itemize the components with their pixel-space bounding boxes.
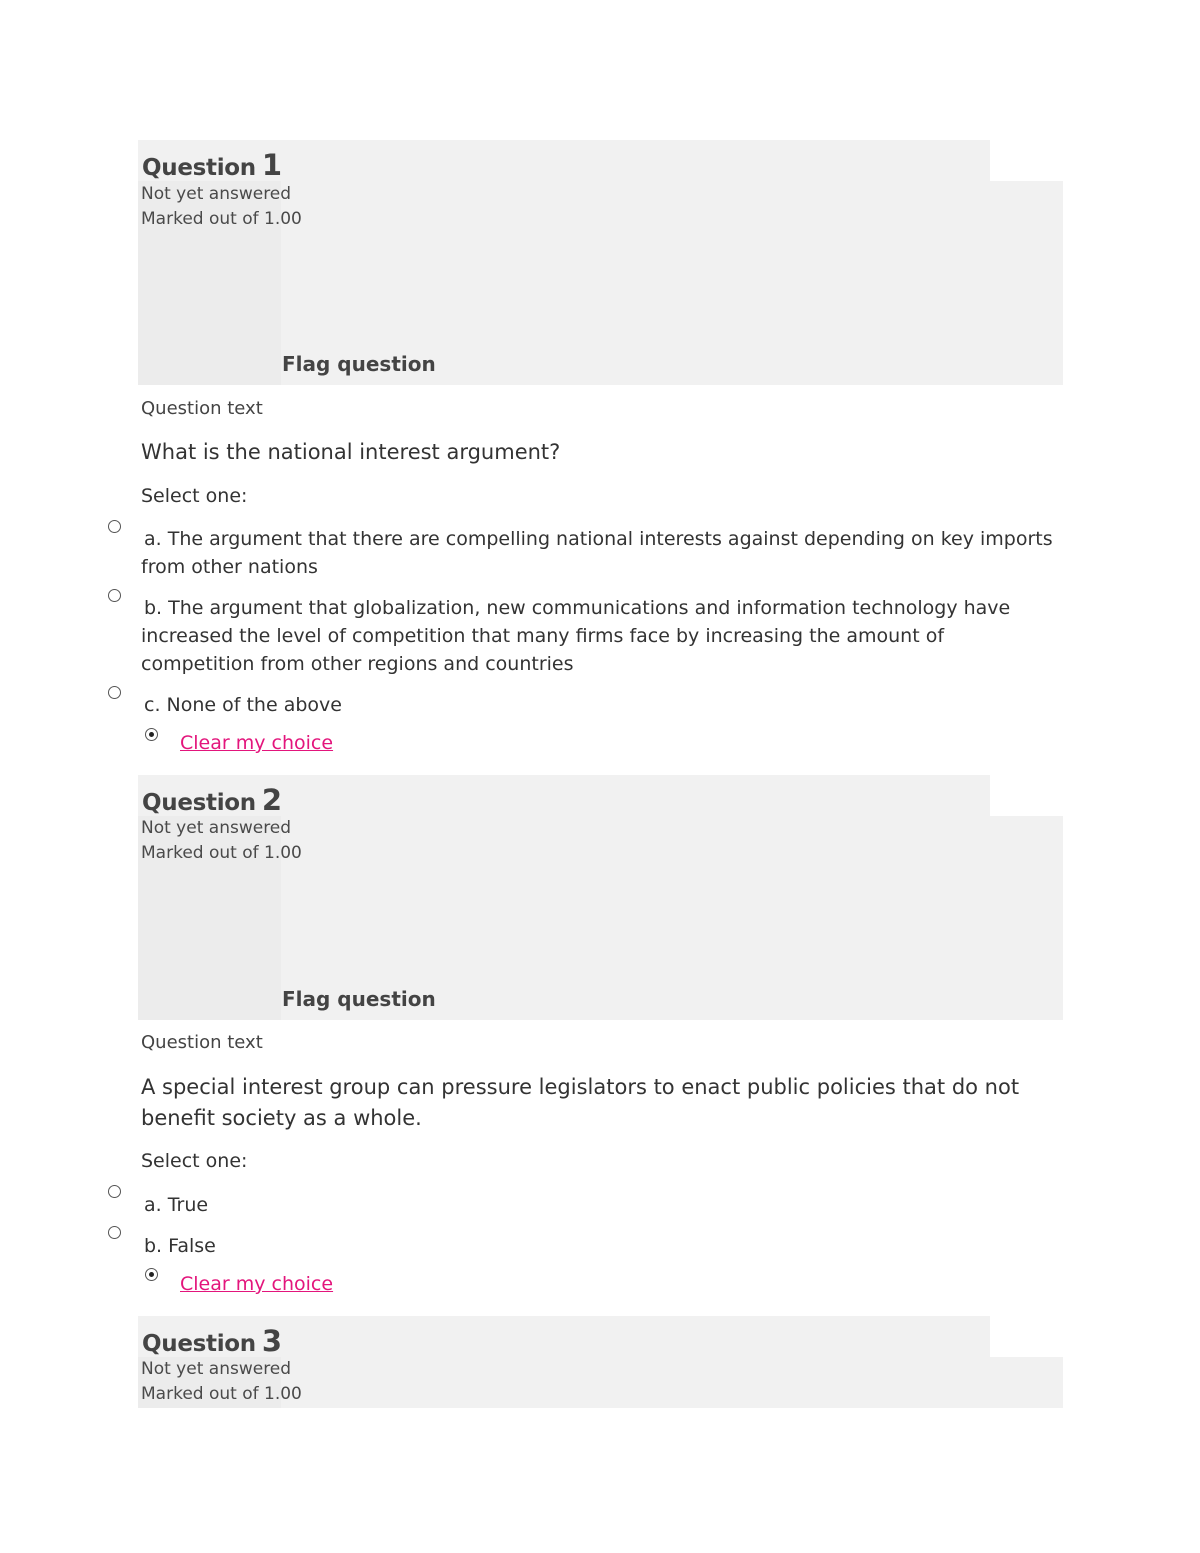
question-marks: Marked out of 1.00	[141, 1384, 302, 1404]
question-text-label: Question text	[141, 1032, 263, 1053]
clear-my-choice-link[interactable]: Clear my choice	[180, 732, 334, 754]
option-c-radio[interactable]	[108, 686, 121, 699]
select-one-label: Select one:	[141, 485, 248, 507]
question-number: 2	[261, 783, 283, 817]
question-label: Question	[142, 155, 256, 181]
option-true-label[interactable]	[141, 1191, 1061, 1219]
clear-choice-radio[interactable]	[145, 728, 158, 741]
question-number: 1	[261, 148, 283, 182]
clear-my-choice-link[interactable]: Clear my choice	[180, 1273, 334, 1295]
option-a-label[interactable]	[141, 525, 1061, 581]
option-a-text: a. The argument that there are compelling national interests against depending on key imports from other nations	[141, 528, 1053, 578]
question-marks: Marked out of 1.00	[141, 209, 302, 229]
option-c-label[interactable]	[141, 691, 1061, 719]
option-a-radio[interactable]	[108, 520, 121, 533]
option-c-text: c. None of the above	[144, 694, 342, 716]
question-prompt: A special interest group can pressure legislators to enact public policies that do not benefit society as a whole.	[141, 1075, 1020, 1130]
option-false-text: b. False	[144, 1235, 216, 1257]
question-label: Question	[142, 1331, 256, 1357]
clear-choice-radio[interactable]	[145, 1268, 158, 1281]
question-label: Question	[142, 790, 256, 816]
question-prompt: What is the national interest argument?	[141, 440, 561, 464]
option-false-radio[interactable]	[108, 1226, 121, 1239]
question-number: 3	[261, 1324, 283, 1358]
option-b-radio[interactable]	[108, 589, 121, 602]
question-title	[142, 148, 282, 182]
question-title	[142, 1324, 282, 1358]
question-status: Not yet answered	[141, 1359, 292, 1379]
question-status: Not yet answered	[141, 184, 292, 204]
option-b-text: b. The argument that globalization, new communications and information technology have increased the level of competition that many firms face by increasing the amount of competition from other regions and countries	[141, 597, 1011, 675]
option-false-label[interactable]	[141, 1232, 1061, 1260]
option-b-label[interactable]	[141, 594, 1061, 678]
option-true-radio[interactable]	[108, 1185, 121, 1198]
question-status: Not yet answered	[141, 818, 292, 838]
question-marks: Marked out of 1.00	[141, 843, 302, 863]
question-text-label: Question text	[141, 398, 263, 419]
question-title	[142, 783, 282, 817]
flag-question-button[interactable]: Flag question	[282, 352, 436, 376]
select-one-label: Select one:	[141, 1150, 248, 1172]
flag-question-button[interactable]: Flag question	[282, 987, 436, 1011]
option-true-text: a. True	[144, 1194, 209, 1216]
